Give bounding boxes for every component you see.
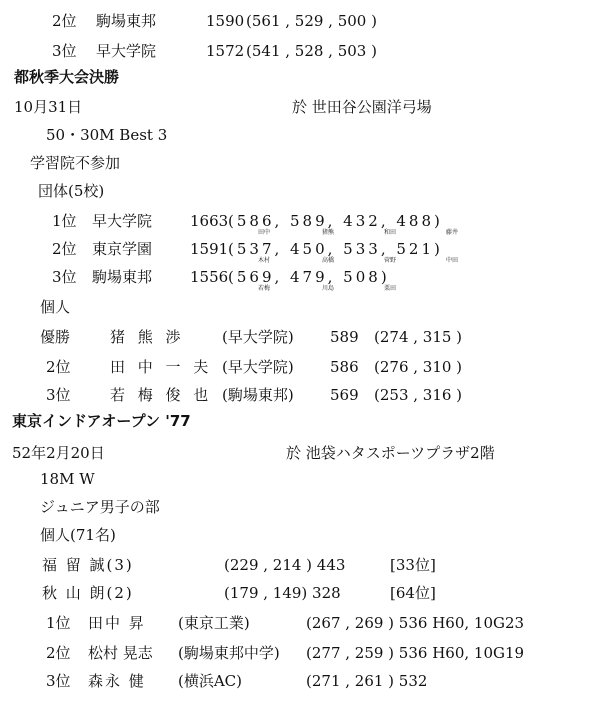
archer-place: [64位] xyxy=(390,584,436,602)
archer-detail: (229 , 214 ) 443 xyxy=(224,556,346,574)
team-name: 駒場東邦 xyxy=(92,268,153,286)
archer-place: [33位] xyxy=(390,556,436,574)
archer-school: (早大学院) xyxy=(222,328,294,346)
member-name: 木村 xyxy=(258,257,271,264)
archer-school: (横浜AC) xyxy=(178,672,243,690)
member-name: 高橋 xyxy=(322,257,335,264)
archer-school: (駒場東邦) xyxy=(222,386,294,404)
archer-detail: (276 , 310 ) xyxy=(374,358,463,376)
archer-name: 田中 昇 xyxy=(88,614,146,632)
archer-name: 松村 晃志 xyxy=(88,644,153,662)
archer-detail: (179 , 149) 328 xyxy=(224,584,341,602)
member-name: 菅野 xyxy=(384,257,397,264)
rank-label: 3位 xyxy=(46,386,71,404)
archer-name: 秋 山 朗(2) xyxy=(42,584,134,602)
archer-school: (東京工業) xyxy=(178,614,250,632)
team-scores: (561 , 529 , 500 ) xyxy=(246,12,377,30)
archer-score: 569 xyxy=(330,386,359,404)
team-name: 早大学院 xyxy=(96,42,157,60)
event-venue: 於 池袋ハタスポーツプラザ2階 xyxy=(286,444,495,462)
archer-name: 田 中 一 夫 xyxy=(110,358,213,376)
archer-name: 猪 熊 渉 xyxy=(110,328,185,346)
member-name: 若梅 xyxy=(258,285,271,292)
team-name: 駒場東邦 xyxy=(96,12,157,30)
archer-score: 586 xyxy=(330,358,359,376)
individual-heading: 個人(71名) xyxy=(40,526,116,544)
rank-label: 2位 xyxy=(52,240,77,258)
archer-detail: (271 , 261 ) 532 xyxy=(306,672,428,690)
archer-name: 森永 健 xyxy=(88,672,146,690)
event-distance: 18M W xyxy=(40,470,95,488)
archer-school: (駒場東邦中学) xyxy=(178,644,280,662)
team-name: 東京学園 xyxy=(92,240,153,258)
archer-detail: (277 , 259 ) 536 H60, 10G19 xyxy=(306,644,525,662)
event-distance: 50・30M Best 3 xyxy=(46,126,168,144)
team-total: 1572 xyxy=(206,42,245,60)
member-name: 中田 xyxy=(446,257,459,264)
rank-label: 3位 xyxy=(46,672,71,690)
member-name: 猪熊 xyxy=(322,229,335,236)
member-name: 藤井 xyxy=(446,229,459,236)
division-label: ジュニア男子の部 xyxy=(40,498,160,516)
team-scores: (586, 589, 432, 488) xyxy=(228,212,443,230)
rank-label: 1位 xyxy=(46,614,71,632)
rank-label: 1位 xyxy=(52,212,77,230)
archer-name: 若 梅 俊 也 xyxy=(110,386,213,404)
team-total: 1590 xyxy=(206,12,245,30)
team-heading: 団体(5校) xyxy=(38,182,105,200)
event-note: 学習院不参加 xyxy=(30,154,121,172)
member-name: 栗田 xyxy=(384,285,397,292)
archer-name: 福 留 誠(3) xyxy=(42,556,134,574)
event-date: 10月31日 xyxy=(14,98,83,116)
team-total: 1663 xyxy=(190,212,229,230)
rank-label: 2位 xyxy=(52,12,77,30)
member-name: 川島 xyxy=(322,285,335,292)
archer-school: (早大学院) xyxy=(222,358,294,376)
archer-score: 589 xyxy=(330,328,359,346)
member-name: 田中 xyxy=(258,229,271,236)
rank-label: 3位 xyxy=(52,268,77,286)
section-title-open: 東京インドアオープン '77 xyxy=(12,412,191,430)
individual-heading: 個人 xyxy=(40,298,71,316)
rank-label: 3位 xyxy=(52,42,77,60)
rank-label: 優勝 xyxy=(40,328,71,346)
section-title-autumn: 都秋季大会決勝 xyxy=(14,68,120,86)
event-date: 52年2月20日 xyxy=(12,444,105,462)
team-scores: (537, 450, 533, 521) xyxy=(228,240,443,258)
archer-detail: (267 , 269 ) 536 H60, 10G23 xyxy=(306,614,525,632)
team-scores: (569, 479, 508) xyxy=(228,268,390,286)
rank-label: 2位 xyxy=(46,644,71,662)
team-scores: (541 , 528 , 503 ) xyxy=(246,42,377,60)
member-name: 和田 xyxy=(384,229,397,236)
event-venue: 於 世田谷公園洋弓場 xyxy=(292,98,432,116)
team-total: 1556 xyxy=(190,268,229,286)
rank-label: 2位 xyxy=(46,358,71,376)
archer-detail: (253 , 316 ) xyxy=(374,386,463,404)
team-total: 1591 xyxy=(190,240,229,258)
archer-detail: (274 , 315 ) xyxy=(374,328,463,346)
team-name: 早大学院 xyxy=(92,212,153,230)
